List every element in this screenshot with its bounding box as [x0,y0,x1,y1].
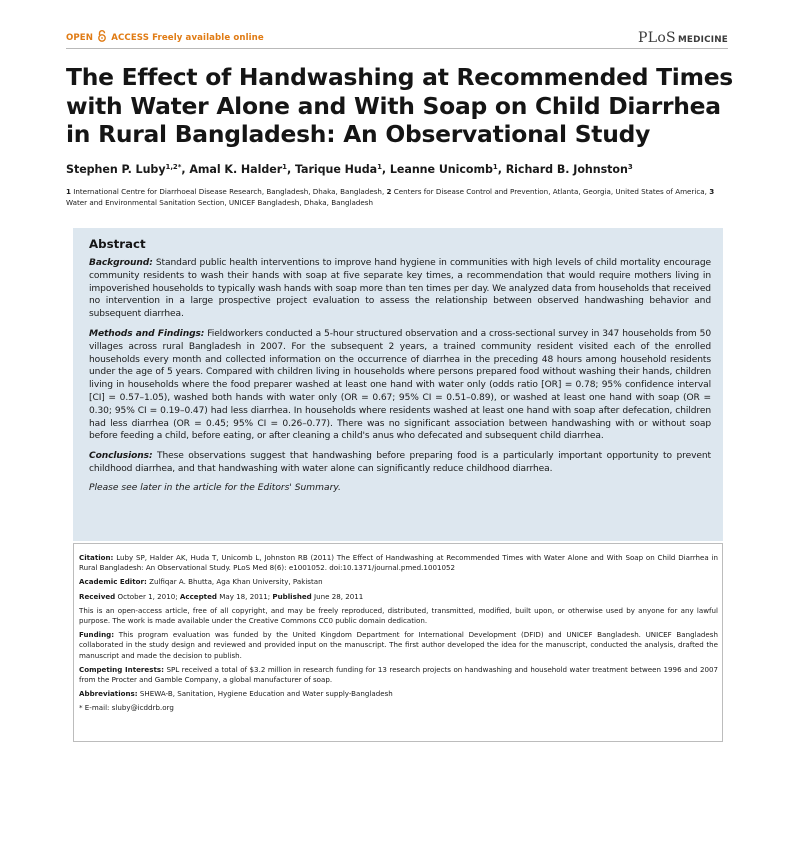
abstract-background: Background: Standard public health interventions to improve hand hygiene in communities with high levels of child mortality encourage community residents to wash their hands with soap at five separate key times, a recommendation that would require mothers living in impoverished households to typically wash hands with soap more than ten times per day. We analyzed data from households that received no intervention in a large prospective project evaluation to assess the relationship between observed handwashing behavior and subsequent diarrhea. [89,258,712,320]
abbreviations: Abbreviations: SHEWA-B, Sanitation, Hygiene Education and Water supply-Bangladesh [79,689,393,699]
author: Stephen P. Luby$^{1,2*}$ [66,163,182,176]
abstract-conclusions: Conclusions: These observations suggest that handwashing before preparing food is a particularly important opportunity to prevent childhood diarrhea, and that handwashing with water alone can significantly reduce childhood diarrhea. [89,451,711,474]
abstract-box [73,228,723,541]
journal-logo [638,27,728,46]
abstract-methods: Methods and Findings: Fieldworkers conducted a 5-hour structured observation and a cross-sectional survey in 347 households from 50 villages across rural Bangladesh in 2007. For the subsequent 2 years, a trained community resident visited each of the enrolled households every month and collected information on the occurrence of diarrhea in the preceding 48 hours among household residents under the age of 5 years. Compared with children living in households where persons prepared food without washing their hands, children living in households where the food preparer washed at least one hand with water only (odds ratio [OR] = 0.78; 95% confidence interval [CI] = 0.57–1.05), washed both hands with water only (OR = 0.67; 95% CI = 0.51–0.89), or washed at least one hand with soap (OR = 0.30; 95% CI = 0.19–0.47) had less diarrhea. In households where residents washed at least one hand with soap after defecation, children had less diarrhea (OR = 0.45; 95% CI = 0.26–0.77). There was no significant association between handwashing with or without soap before feeding a child, before eating, or after cleaning a child's anus who defecated and subsequent child diarrhea. [89,328,712,442]
open-access-prefix: OPEN [66,33,94,43]
academic-editor: Academic Editor: Zulfiqar A. Bhutta, Aga Khan University, Pakistan [79,577,323,587]
email-link[interactable]: sluby@icddrb.org [111,703,174,713]
editors-summary-note: Please see later in the article for the Editors' Summary. [89,482,341,493]
corresponding-email: * E-mail: sluby@icddrb.org [79,703,174,713]
author: Richard B. Johnston$^3$ [505,163,633,176]
medicine-logo-text: MEDICINE [677,35,728,45]
article-metadata-box [73,543,723,742]
plos-logo-text: PLoS [638,30,676,46]
author: Amal K. Halder$^1$ [189,163,287,176]
open-access-suffix: ACCESS [111,33,149,43]
funding-statement: Funding: This program evaluation was funded by the United Kingdom Department for International Development (DFID) and UNICEF Bangladesh. UNICEF Bangladesh collaborated in the study design and reviewed and provided input on the manuscript. The first author developed the idea for the manuscript, conducted the analysis, drafted the manuscript and made the decision to publish. [79,630,718,660]
author: Tarique Huda$^1$ [294,163,382,176]
author-list: Stephen P. Luby$^{1,2*}$, Amal K. Halder$^1$, Tarique Huda$^1$, Leanne Unicomb$^1$, Richard B. Johnston$^3$ [66,163,633,176]
license-statement: This is an open-access article, free of all copyright, and may be freely reproduced, distributed, transmitted, modified, built upon, or otherwise used by anyone for any lawful purpose. The work is made available under the Creative Commons CC0 public domain dedication. [79,605,718,626]
author: Leanne Unicomb$^1$ [389,163,498,176]
affiliations: 1 International Centre for Diarrhoeal Disease Research, Bangladesh, Dhaka, Bangladesh, 2 Centers for Disease Control and Prevention, Atlanta, Georgia, United States of America, 3 Water and Environmental Sanitation Section, UNICEF Bangladesh, Dhaka, Bangladesh [66,187,715,207]
freely-available-text: Freely available online [152,33,264,43]
citation: Citation: Luby SP, Halder AK, Huda T, Unicomb L, Johnston RB (2011) The Effect of Handwashing at Recommended Times with Water Alone and With Soap on Child Diarrhea in Rural Bangladesh: An Observational Study. PLoS Med 8(6): e1001052. doi:10.1371/journal.pmed.1001052 [79,553,718,573]
publication-dates: Received October 1, 2010; Accepted May 18, 2011; Published June 28, 2011 [79,591,364,601]
competing-interests: Competing Interests: SPL received a total of $3.2 million in research funding for 13 research projects on handwashing and household water treatment between 1996 and 2007 from the Procter and Gamble Company, a global manufacturer of soap. [79,664,719,685]
abstract-heading: Abstract [89,237,146,251]
open-access-badge [66,30,264,43]
article-title: The Effect of Handwashing at Recommended Times with Water Alone and With Soap on Child Diarrhea in Rural Bangladesh: An Observational Study [66,63,733,148]
open-lock-icon [97,30,107,42]
journal-header [66,27,728,49]
